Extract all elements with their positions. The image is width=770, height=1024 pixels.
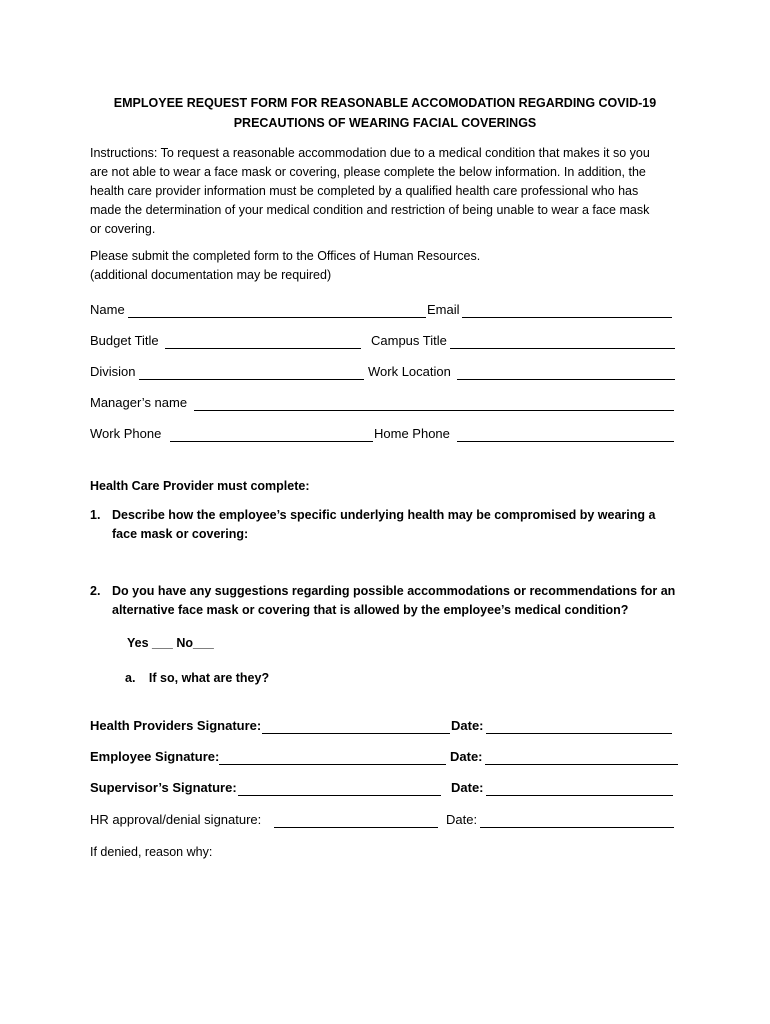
provider-heading: Health Care Provider must complete: <box>90 479 310 493</box>
question-line: face mask or covering: <box>112 527 249 541</box>
submit-note <box>90 247 680 285</box>
question-2a <box>125 669 625 688</box>
row-budget-campus <box>90 333 680 353</box>
division-field[interactable] <box>139 379 364 380</box>
supervisor-date-field[interactable] <box>486 795 673 796</box>
provider-signature-field[interactable] <box>262 733 450 734</box>
name-field[interactable] <box>128 317 426 318</box>
managers-name-label: Manager’s name <box>90 395 188 410</box>
hr-date-field[interactable] <box>480 827 674 828</box>
health-provider-signature-row <box>90 718 690 738</box>
employee-date-field[interactable] <box>485 764 678 765</box>
row-division-location <box>90 364 680 384</box>
email-field[interactable] <box>462 317 672 318</box>
campus-title-label: Campus Title <box>371 333 447 348</box>
instructions-line: are not able to wear a face mask or covering, please complete the below information. In addition, the <box>90 165 646 179</box>
question-line: Describe how the employee’s specific underlying health may be compromised by wearing a <box>112 508 656 522</box>
email-label: Email <box>427 302 460 317</box>
supervisor-signature-label: Supervisor’s Signature: <box>90 780 237 795</box>
question-2 <box>90 582 692 620</box>
employee-signature-label: Employee Signature: <box>90 749 220 764</box>
employee-signature-field[interactable] <box>219 764 446 765</box>
hr-signature-row <box>90 812 690 832</box>
budget-title-label: Budget Title <box>90 333 159 348</box>
employee-date-label: Date: <box>450 749 483 764</box>
question-line: alternative face mask or covering that is allowed by the employee’s medical condition? <box>112 603 629 617</box>
instructions-line: made the determination of your medical condition and restriction of being unable to wear a face mask <box>90 203 650 217</box>
question-line: If so, what are they? <box>148 671 270 685</box>
hr-signature-label: HR approval/denial signature: <box>90 812 262 827</box>
instructions-line: health care provider information must be completed by a qualified health care professional who has <box>90 184 639 198</box>
budget-title-field[interactable] <box>165 348 361 349</box>
provider-date-field[interactable] <box>486 733 672 734</box>
home-phone-label: Home Phone <box>374 426 450 441</box>
supervisor-signature-field[interactable] <box>238 795 441 796</box>
division-label: Division <box>90 364 136 379</box>
name-label: Name <box>90 302 125 317</box>
provider-signature-label: Health Providers Signature: <box>90 718 262 733</box>
campus-title-field[interactable] <box>450 348 675 349</box>
submit-line: (additional documentation may be required) <box>90 268 332 282</box>
work-phone-label: Work Phone <box>90 426 162 441</box>
work-location-label: Work Location <box>368 364 451 379</box>
question-1 <box>90 506 692 544</box>
row-manager <box>90 395 680 415</box>
instructions-line: Instructions: To request a reasonable accommodation due to a medical condition that makes it so you <box>90 146 650 160</box>
home-phone-field[interactable] <box>457 441 674 442</box>
work-phone-field[interactable] <box>170 441 373 442</box>
instructions-line: or covering. <box>90 222 156 236</box>
supervisor-date-label: Date: <box>451 780 484 795</box>
denied-reason-label: If denied, reason why: <box>90 845 213 859</box>
question-number: a. <box>125 671 136 685</box>
managers-name-field[interactable] <box>194 410 674 411</box>
row-name-email <box>90 302 680 322</box>
question-number: 2. <box>90 584 101 598</box>
form-title-line-2: PRECAUTIONS OF WEARING FACIAL COVERINGS <box>233 116 537 130</box>
submit-line: Please submit the completed form to the Offices of Human Resources. <box>90 249 481 263</box>
yes-no-answer[interactable]: Yes ___ No___ <box>127 636 214 650</box>
employee-signature-row <box>90 749 690 769</box>
instructions <box>90 144 680 239</box>
supervisor-signature-row <box>90 780 690 800</box>
hr-signature-field[interactable] <box>274 827 438 828</box>
work-location-field[interactable] <box>457 379 675 380</box>
provider-date-label: Date: <box>451 718 484 733</box>
form-title-line-1: EMPLOYEE REQUEST FORM FOR REASONABLE ACCOMODATION REGARDING COVID-19 <box>113 96 657 110</box>
row-phones <box>90 426 680 446</box>
question-number: 1. <box>90 508 101 522</box>
question-line: Do you have any suggestions regarding possible accommodations or recommendations for an <box>112 584 676 598</box>
hr-date-label: Date: <box>446 812 478 827</box>
